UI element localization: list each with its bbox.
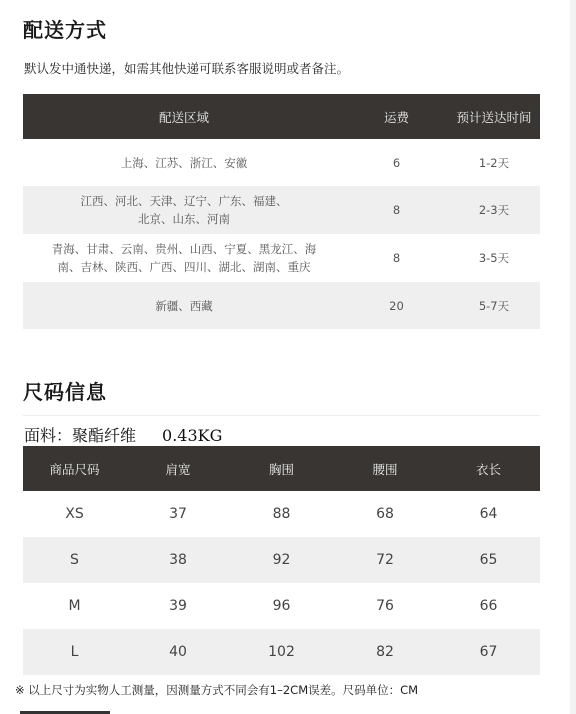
- size-cell: 65: [437, 537, 540, 583]
- shipping-fee: 20: [345, 282, 448, 329]
- shipping-region-line: 青海、甘肃、云南、贵州、山西、宁夏、黑龙江、海: [51, 242, 317, 256]
- next-heading-cutoff: [20, 707, 110, 714]
- fabric-label: 面料：聚酯纤维: [24, 426, 137, 445]
- size-cell: M: [68, 598, 81, 614]
- shipping-region-line: 北京、山东、河南: [138, 212, 230, 226]
- shipping-note: 默认发中通快递，如需其他快递可联系客服说明或者备注。: [24, 61, 350, 76]
- size-cell: 88: [272, 506, 291, 522]
- shipping-title: 配送方式: [23, 18, 107, 42]
- size-header-chest: 胸围: [230, 446, 333, 491]
- size-cell: 82: [333, 629, 437, 675]
- shipping-fee: 8: [345, 186, 448, 234]
- size-row: [23, 583, 540, 629]
- size-cell: L: [23, 629, 126, 675]
- size-table: [23, 446, 540, 675]
- shipping-header-row: [23, 94, 540, 139]
- size-cell: 40: [126, 629, 230, 675]
- shipping-time: 1-2天: [478, 155, 510, 170]
- size-header-length: 衣长: [437, 446, 540, 491]
- size-cell: 67: [437, 629, 540, 675]
- shipping-region-line: 新疆、西藏: [155, 298, 213, 313]
- size-cell: 37: [169, 506, 187, 522]
- fabric-info: [24, 423, 222, 446]
- size-cell: 39: [169, 598, 187, 614]
- size-header-row: [23, 446, 540, 491]
- size-cell: S: [23, 537, 126, 583]
- size-row: [23, 491, 540, 537]
- divider: [23, 415, 540, 416]
- shipping-region-line: 南、吉林、陕西、广西、四川、湖北、湖南、重庆: [57, 260, 311, 274]
- size-row: [23, 537, 540, 583]
- shipping-row: [23, 234, 540, 282]
- size-cell: 68: [376, 506, 394, 522]
- shipping-fee: 8: [392, 251, 401, 265]
- shipping-time: 5-7天: [448, 282, 540, 329]
- shipping-time: 2-3天: [448, 186, 540, 234]
- size-cell: 64: [479, 506, 498, 522]
- fabric-weight: 0.43KG: [162, 426, 223, 445]
- size-cell: 92: [230, 537, 333, 583]
- size-header-waist: 腰围: [333, 446, 437, 491]
- size-footnote: ※ 以上尺寸为实物人工测量，因测量方式不同会有1–2CM误差。尺码单位：CM: [15, 683, 419, 697]
- shipping-table: [23, 94, 540, 329]
- size-cell: 102: [230, 629, 333, 675]
- size-row: [23, 629, 540, 675]
- page-edge: [570, 0, 576, 714]
- size-cell: XS: [65, 506, 84, 522]
- shipping-region-line: 上海、江苏、浙江、安徽: [120, 155, 248, 170]
- shipping-row: [23, 139, 540, 186]
- size-cell: 38: [126, 537, 230, 583]
- shipping-header-region: 配送区域: [23, 94, 345, 139]
- size-cell: 72: [333, 537, 437, 583]
- size-header-size: 商品尺码: [23, 446, 126, 491]
- size-cell: 76: [376, 598, 394, 614]
- size-cell: 96: [272, 598, 291, 614]
- shipping-fee: 6: [392, 155, 401, 170]
- shipping-region: [23, 186, 345, 234]
- size-title: 尺码信息: [23, 380, 107, 404]
- shipping-region: [23, 234, 345, 282]
- size-cell: 66: [479, 598, 498, 614]
- shipping-time: 3-5天: [478, 251, 510, 265]
- shipping-row: [23, 282, 540, 329]
- shipping-region: [23, 139, 345, 186]
- shipping-region-line: 江西、河北、天津、辽宁、广东、福建、: [80, 194, 288, 208]
- shipping-header-time: 预计送达时间: [448, 94, 540, 139]
- size-header-shoulder: 肩宽: [126, 446, 230, 491]
- shipping-region: [23, 282, 345, 329]
- shipping-header-fee: 运费: [345, 94, 448, 139]
- shipping-row: [23, 186, 540, 234]
